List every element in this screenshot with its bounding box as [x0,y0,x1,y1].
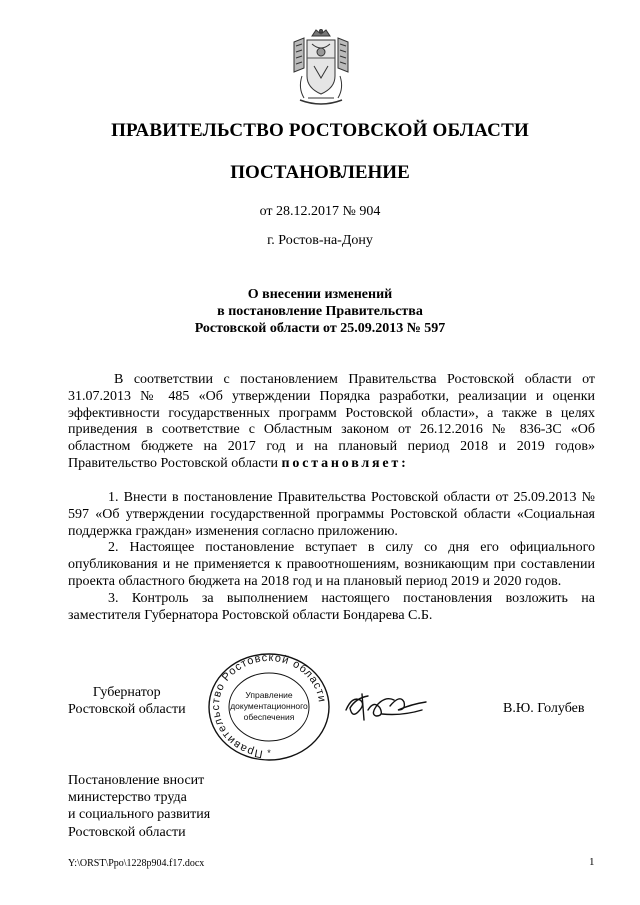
preamble-paragraph [68,372,595,473]
signer-position-line: Губернатор [92,685,161,700]
signer-name: В.Ю. Голубев [503,701,585,716]
signer-position-line: Ростовской области [68,702,186,717]
handwritten-signature [342,686,430,724]
document-date-number: от 28.12.2017 № 904 [259,204,381,219]
stamp-center-text: обеспечения [243,712,295,722]
note-line: и социального развития [68,807,211,823]
resolution-item: 3. Контроль за выполнением настоящего постановления возложить на заместителя Губернатора Ростовской области Бондарева С.Б. [68,590,595,623]
subject-line: О внесении изменений [247,287,393,302]
note-line: Ростовской области [68,824,186,840]
preamble-text: В соответствии с постановлением Правительства Ростовской области от 31.07.2013 № 485 «Об утверждении Порядка разработки, реализации и оценки эффективности государственных программ Ростовской области», а также в целях приведения в соответствие с Областным законом от 26.12.2016 № 836-ЗС «Об областном бюджете на 2017 год и на плановый период 2018 и 2019 годов» Правительство Ростовской области [68,372,595,471]
official-stamp [204,652,334,762]
footer-file-path: Y:\ORST\Ppo\1228p904.f17.docx [68,858,205,869]
signer-position [68,684,186,718]
resolution-item: 2. Настоящее постановление вступает в силу со дня его официального опубликования и не применяется к правоотношениям, возникающим при составлении проекта областного бюджета на 2018 год и на плановый период 2019 и 2020 годов. [68,540,595,589]
stamp-center-text: Управление [245,690,293,700]
page-number: 1 [589,856,595,868]
document-subject [0,286,640,337]
submission-note [68,772,210,841]
resolves-word: постановляет: [281,455,409,471]
subject-line: в постановление Правительства [217,304,423,319]
document-type: ПОСТАНОВЛЕНИЕ [230,162,410,183]
resolution-items [68,490,595,624]
stamp-star: * [267,748,271,758]
government-title: ПРАВИТЕЛЬСТВО РОСТОВСКОЙ ОБЛАСТИ [111,120,529,141]
subject-line: Ростовской области от 25.09.2013 № 597 [194,321,446,336]
note-line: Постановление вносит [68,773,205,788]
stamp-ring-text: Правительство Ростовской области [209,652,329,760]
note-line: министерство труда [68,790,187,806]
document-city: г. Ростов-на-Дону [267,233,373,248]
coat-of-arms-icon [290,28,352,108]
resolution-item: 1. Внести в постановление Правительства Ростовской области от 25.09.2013 № 597 «Об утверждении государственной программы Ростовской области «Социальная поддержка граждан» изменения согласно приложению. [68,490,595,539]
stamp-center-text: документационного [230,701,308,711]
